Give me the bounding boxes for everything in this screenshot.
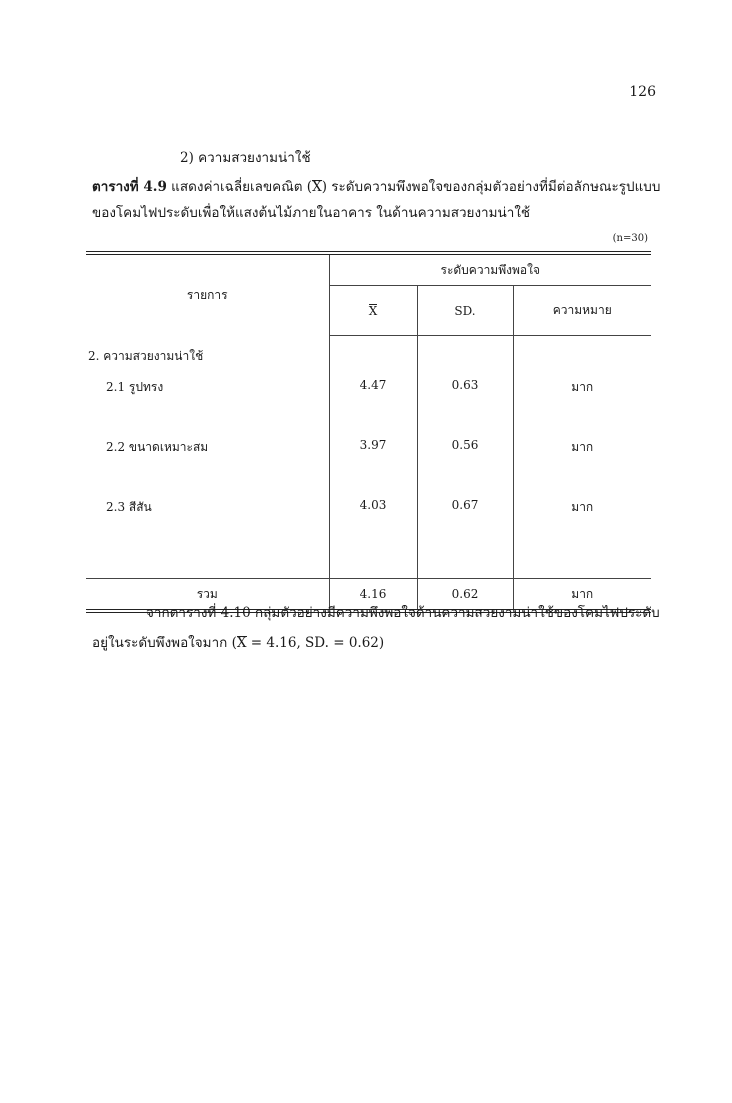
category-label: 2. ความสวยงามน่าใช้: [88, 349, 204, 363]
row-meaning: มาก: [513, 370, 651, 430]
header-meaning: ความหมาย: [513, 286, 651, 336]
header-satisfaction-level: ระดับความพึงพอใจ: [329, 255, 651, 286]
total-meaning: มาก: [513, 579, 651, 610]
conclusion-text-before: จากตารางที่ 4.10 กลุ่มตัวอย่างมีความพึงพอใจด้านความสวยงามน่าใช้ของโคมไฟประดับอยู่ในระดับพึงพอใจมาก (: [92, 605, 660, 651]
table-row: [86, 430, 651, 490]
total-mean: 4.16: [329, 579, 417, 610]
row-mean: 4.03: [329, 490, 417, 550]
header-mean-symbol: X: [368, 303, 378, 318]
row-sd: 0.56: [417, 430, 513, 490]
row-sd: 0.67: [417, 490, 513, 550]
table-row: [86, 490, 651, 550]
caption-mean-symbol: X: [312, 179, 322, 195]
table-caption: [92, 174, 662, 226]
category-row: [86, 336, 651, 371]
conclusion-paragraph: [92, 598, 660, 658]
row-mean: 4.47: [329, 370, 417, 430]
conclusion-text-after: = 4.16, SD. = 0.62): [246, 635, 385, 651]
row-meaning: มาก: [513, 490, 651, 550]
header-mean: [329, 286, 417, 336]
row-label: 2.2 ขนาดเหมาะสม: [106, 440, 209, 454]
caption-text-before: แสดงค่าเฉลี่ยเลขคณิต (: [166, 179, 313, 195]
row-mean: 3.97: [329, 430, 417, 490]
total-label: รวม: [86, 579, 329, 610]
sample-size: (n=30): [612, 233, 648, 244]
page-number: 126: [629, 84, 656, 100]
section-heading: 2) ความสวยงามน่าใช้: [180, 150, 311, 166]
row-sd: 0.63: [417, 370, 513, 430]
caption-text-after: ) ระดับความพึงพอใจของกลุ่มตัวอย่างที่มีต่อลักษณะรูปแบบของโคมไฟประดับเพื่อให้แสงต้นไม้ภายในอาคาร ในด้านความสวยงามน่าใช้: [92, 179, 661, 221]
row-meaning: มาก: [513, 430, 651, 490]
conclusion-mean-symbol: X: [236, 635, 247, 651]
table-row: [86, 370, 651, 430]
satisfaction-table: [86, 251, 651, 613]
header-sd: SD.: [417, 286, 513, 336]
caption-label: ตารางที่ 4.9: [92, 179, 167, 195]
total-sd: 0.62: [417, 579, 513, 610]
header-item: รายการ: [186, 287, 228, 302]
row-label: 2.1 รูปทรง: [106, 380, 164, 394]
row-label: 2.3 สีสัน: [106, 500, 152, 514]
